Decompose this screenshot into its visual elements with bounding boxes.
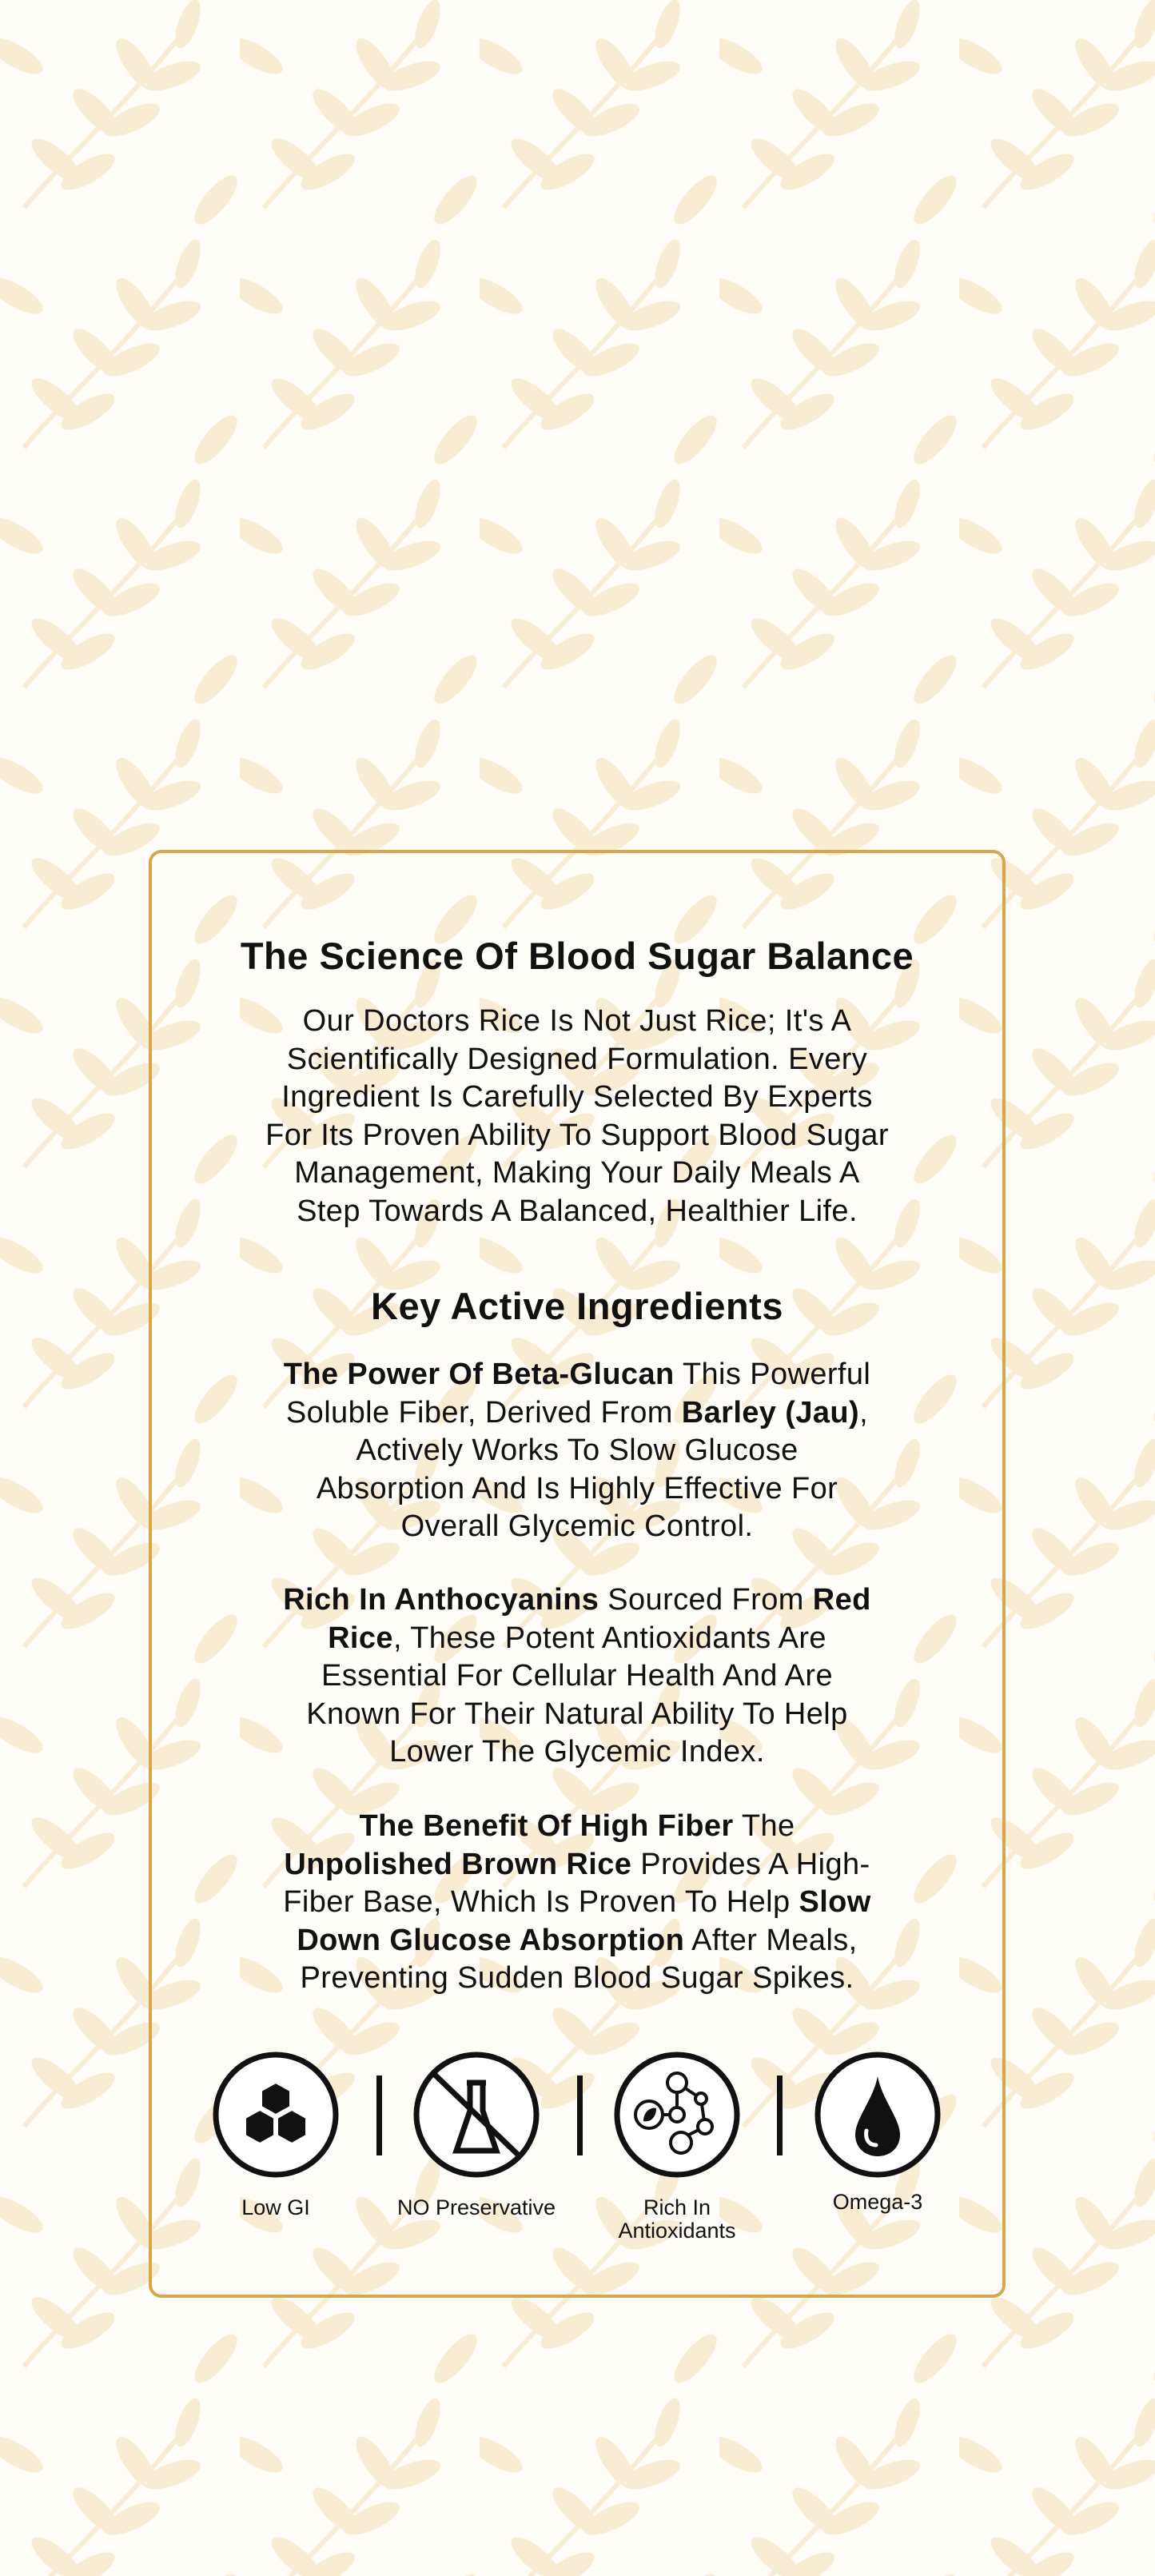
text-line [149,1508,1006,1546]
text: Scientifically Designed Formulation. Every [286,1042,868,1076]
text-line [149,1079,1006,1117]
text-line [149,1620,1006,1658]
text: Soluble Fiber, Derived From [285,1395,682,1430]
bold-text: Red [812,1583,871,1617]
text: Absorption And Is Highly Effective For [316,1471,838,1505]
text-line [149,1657,1006,1696]
badge-label-no-preservative: NO Preservative [396,2195,556,2219]
text: Sourced From [599,1583,813,1617]
sugar-cubes-icon [212,2051,340,2179]
text: Actively Works To Slow Glucose [356,1434,799,1467]
text-line [149,1960,1006,1998]
separator [577,2076,583,2155]
text-line [149,1154,1006,1193]
text: , [859,1395,869,1430]
text-line [149,1846,1006,1884]
separator [376,2076,382,2155]
text: Essential For Cellular Health And Are [321,1659,833,1693]
text: Lower The Glycemic Index. [389,1735,765,1769]
molecule-leaf-icon [613,2051,741,2179]
text-line [149,1733,1006,1772]
text-line [149,1432,1006,1470]
text-line [149,1117,1006,1155]
text-line [149,1884,1006,1922]
text-line [149,1696,1006,1734]
badge-label-omega-3: Omega-3 [832,2190,923,2214]
bold-text: Barley (Jau) [681,1395,860,1430]
separator [777,2076,783,2155]
bold-text: The Power Of Beta-Glucan [283,1358,675,1391]
text: Management, Making Your Daily Meals A [294,1156,860,1190]
badge-label-text: Rich In Antioxidants [618,2195,736,2243]
text-line [149,1581,1006,1620]
text: This Powerful [674,1358,871,1391]
oil-drop-icon [814,2051,942,2179]
no-flask-icon [412,2051,540,2179]
bold-text: Rice [328,1621,393,1655]
text: Known For Their Natural Ability To Help [306,1697,848,1731]
intro-paragraph [149,1003,1006,1230]
text: After Meals, [684,1923,858,1957]
text-line [149,1394,1006,1433]
text-line [149,1193,1006,1231]
text-line [149,1922,1006,1960]
bold-text: The Benefit Of High Fiber [359,1809,734,1843]
badge-label-antioxidants [573,2196,781,2243]
text: For Its Proven Ability To Support Blood Sugar [265,1118,889,1152]
text: Step Towards A Balanced, Healthier Life. [297,1194,858,1228]
text: Overall Glycemic Control. [400,1509,754,1543]
text-line [149,1003,1006,1041]
text: Fiber Base, Which Is Proven To Help [283,1885,799,1919]
section-title: Key Active Ingredients [371,1285,783,1327]
bold-text: Unpolished Brown Rice [284,1847,632,1881]
text-line [149,1356,1006,1394]
bold-text: Slow [799,1885,871,1919]
bold-text: Rich In Anthocyanins [283,1583,599,1617]
badge-label-low-gi: Low GI [241,2195,310,2219]
text: Provides A High- [631,1847,870,1881]
ingredient-beta-glucan [149,1356,1006,1546]
ingredient-high-fiber [149,1808,1006,1998]
text-line [149,1808,1006,1846]
text: The [733,1809,795,1843]
ingredient-anthocyanins [149,1581,1006,1772]
text-line [149,1041,1006,1079]
page-title: The Science Of Blood Sugar Balance [240,935,914,977]
text: , These Potent Antioxidants Are [392,1621,826,1655]
text: Our Doctors Rice Is Not Just Rice; It's A [302,1004,852,1038]
text: Preventing Sudden Blood Sugar Spikes. [300,1961,854,1995]
bold-text: Down Glucose Absorption [297,1923,685,1957]
text-line [149,1470,1006,1509]
text: Ingredient Is Carefully Selected By Experts [281,1080,873,1114]
